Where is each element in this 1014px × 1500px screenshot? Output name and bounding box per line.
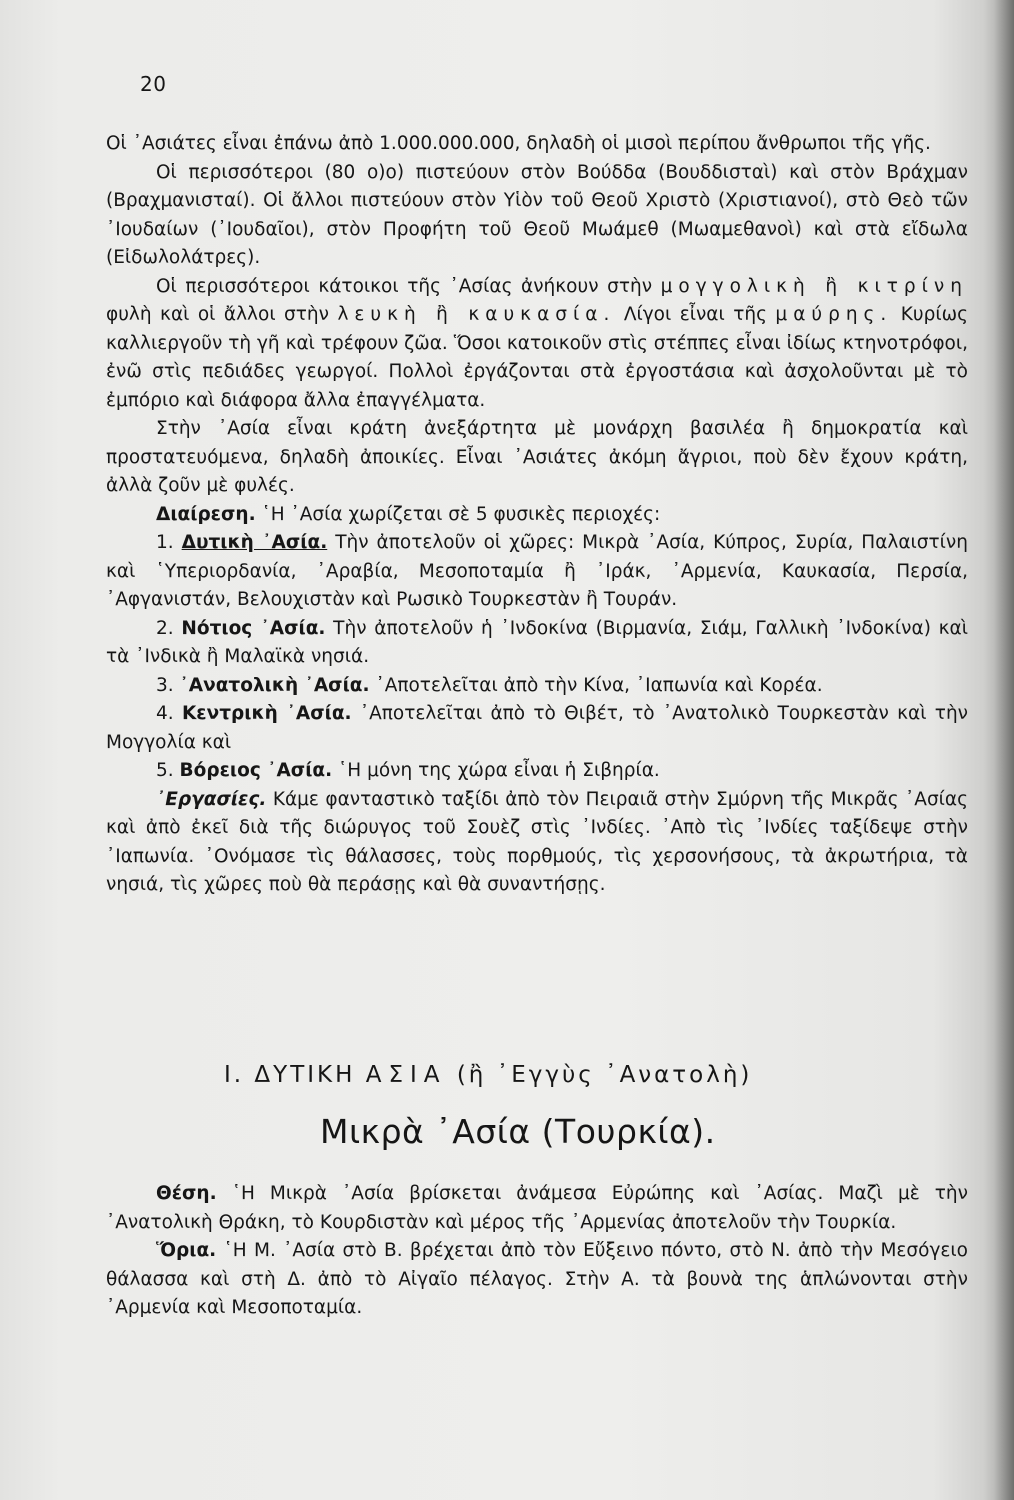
book-spine-shadow — [994, 0, 1014, 1500]
region-name: Βόρειος ᾽Ασία. — [179, 760, 333, 781]
section-heading: Ι. ΔΥΤΙΚΗ ΑΣΙΑ (ἢ ᾽Εγγὺς ᾽Ανατολὴ) — [224, 1062, 753, 1088]
paragraph-races: Οἱ περισσότεροι κάτοικοι τῆς ᾽Ασίας ἀνήκουν στὴν μογγολικὴ ἢ κιτρίνη φυλὴ καὶ οἱ ἄλλοι στὴν λευκὴ ἢ καυκασία. Λίγοι εἶναι τῆς μαύρης. Κυρίως καλλιεργοῦν τὴ γῆ καὶ τρέφουν ζῶα. Ὅσοι κατοικοῦν στὶς στέππες εἶναι ἰδίως κτηνοτρόφοι, ἐνῶ στὶς πεδιάδες γεωργοί. Πολλοὶ ἐργάζονται στὰ ἐργοστάσια καὶ ἀσχολοῦνται μὲ τὸ ἐμπόριο καὶ διάφορα ἄλλα ἐπαγγέλματα. — [106, 275, 968, 411]
region-item: 4. Κεντρικὴ ᾽Ασία. ᾽Αποτελεῖται ἀπὸ τὸ Θιβέτ, τὸ ᾽Ανατολικὸ Τουρκεστὰν καὶ τὴν Μογγολία καὶ — [106, 703, 969, 753]
body-text-lower — [106, 1180, 968, 1323]
paragraph-borders: Ὅρια. ῾Η Μ. ᾽Ασία στὸ Β. βρέχεται ἀπὸ τὸν Εὔξεινο πόντο, στὸ Ν. ἀπὸ τὴν Μεσόγειο θάλασσα καὶ στὴ Δ. ἀπὸ τὸ Αἰγαῖο πέλαγος. Στὴν Α. τὰ βουνὰ της ἁπλώνονται στὴν ᾽Αρμενία καὶ Μεσοποταμία. — [106, 1240, 968, 1318]
subsection-title: Μικρὰ ᾽Ασία (Τουρκία). — [320, 1112, 716, 1151]
paragraph-states: Στὴν ᾽Ασία εἶναι κράτη ἀνεξάρτητα μὲ μονάρχη βασιλέα ἢ δημοκρατία καὶ προστατευόμενα, δηλαδὴ ἀποικίες. Εἶναι ᾽Ασιάτες ἀκόμη ἄγριοι, ποὺ δὲν ἔχουν κράτη, ἀλλὰ ζοῦν μὲ φυλές. — [106, 418, 968, 496]
region-item: 3. ᾽Ανατολικὴ ᾽Ασία. ᾽Αποτελεῖται ἀπὸ τὴν Κίνα, ᾽Ιαπωνία καὶ Κορέα. — [156, 674, 823, 696]
paragraph-division: Διαίρεση. ῾Η ᾽Ασία χωρίζεται σὲ 5 φυσικὲς περιοχές: — [156, 503, 661, 525]
region-name: Κεντρικὴ ᾽Ασία. — [181, 703, 352, 724]
exercises-label: ᾽Εργασίες. — [156, 788, 267, 810]
spaced-black: μαύρης. — [775, 304, 893, 325]
position-label: Θέση. — [156, 1183, 217, 1204]
division-label: Διαίρεση. — [156, 503, 256, 525]
paragraph-population: Οἱ ᾽Ασιάτες εἶναι ἐπάνω ἀπὸ 1.000.000.000, δηλαδὴ οἱ μισοὶ περίπου ἄνθρωποι τῆς γῆς. — [106, 133, 931, 154]
region-item: 1. Δυτικὴ ᾽Ασία. Τὴν ἀποτελοῦν οἱ χῶρες: Μικρὰ ᾽Ασία, Κύπρος, Συρία, Παλαιστίνη καὶ ῾Υπεριορδανία, ᾽Αραβία, Μεσοποταμία ἢ ᾽Ιράκ, ᾽Αρμενία, Καυκασία, Περσία, ᾽Αφγανιστάν, Βελουχιστὰν καὶ Ρωσικὸ Τουρκεστὰν ἢ Τουράν. — [106, 532, 968, 610]
region-name: Δυτικὴ ᾽Ασία. — [181, 532, 328, 553]
paragraph-religions: Οἱ περισσότεροι (80 ο)ο) πιστεύουν στὸν Βούδδα (Βουδδισταὶ) καὶ στὸν Βράχμαν (Βραχμανισταί). Οἱ ἄλλοι πιστεύουν στὸν Υἱὸν τοῦ Θεοῦ Χριστὸ (Χριστιανοί), στὸ Θεὸ τῶν ᾽Ιουδαίων (᾽Ιουδαῖοι), στὸν Προφήτη τοῦ Θεοῦ Μωάμεθ (Μωαμεθανοὶ) καὶ στὰ εἴδωλα (Εἰδωλολάτρες). — [106, 161, 968, 268]
region-name: ᾽Ανατολικὴ ᾽Ασία. — [179, 674, 370, 696]
region-name: Νότιος ᾽Ασία. — [181, 617, 326, 639]
borders-label: Ὅρια. — [156, 1240, 217, 1261]
spaced-mongolian: μογγολικὴ ἢ κιτρίνη — [660, 275, 968, 297]
paragraph-position: Θέση. ῾Η Μικρὰ ᾽Ασία βρίσκεται ἀνάμεσα Εὐρώπης καὶ ᾽Ασίας. Μαζὶ μὲ τὴν ᾽Ανατολικὴ Θράκη, τὸ Κουρδιστὰν καὶ μέρος τῆς ᾽Αρμενίας ἀποτελοῦν τὴν Τουρκία. — [106, 1183, 968, 1233]
paragraph-exercises: ᾽Εργασίες. Κάμε φανταστικὸ ταξίδι ἀπὸ τὸν Πειραιᾶ στὴν Σμύρνη τῆς Μικρᾶς ᾽Ασίας καὶ ἀπὸ ἐκεῖ διὰ τῆς διώρυγος τοῦ Σουὲζ στὶς ᾽Ινδίες. ᾽Απὸ τὶς ᾽Ινδίες ταξίδεψε στὴν ᾽Ιαπωνία. ᾽Ονόμασε τὶς θάλασσες, τοὺς πορθμούς, τὶς χερσονήσους, τὰ ἀκρωτήρια, τὰ νησιά, τὶς χῶρες ποὺ θὰ περάσῃς καὶ θὰ συναντήσῃς. — [106, 788, 968, 895]
region-item: 5. Βόρειος ᾽Ασία. ῾Η μόνη της χώρα εἶναι ἡ Σιβηρία. — [156, 760, 660, 781]
body-text — [106, 130, 968, 900]
page-number: 20 — [140, 72, 167, 96]
region-item: 2. Νότιος ᾽Ασία. Τὴν ἀποτελοῦν ἡ ᾽Ινδοκίνα (Βιρμανία, Σιάμ, Γαλλικὴ ᾽Ινδοκίνα) καὶ τὰ ᾽Ινδικὰ ἢ Μαλαϊκὰ νησιά. — [106, 617, 968, 667]
spaced-caucasian: λευκὴ ἢ καυκασία. — [337, 304, 616, 325]
